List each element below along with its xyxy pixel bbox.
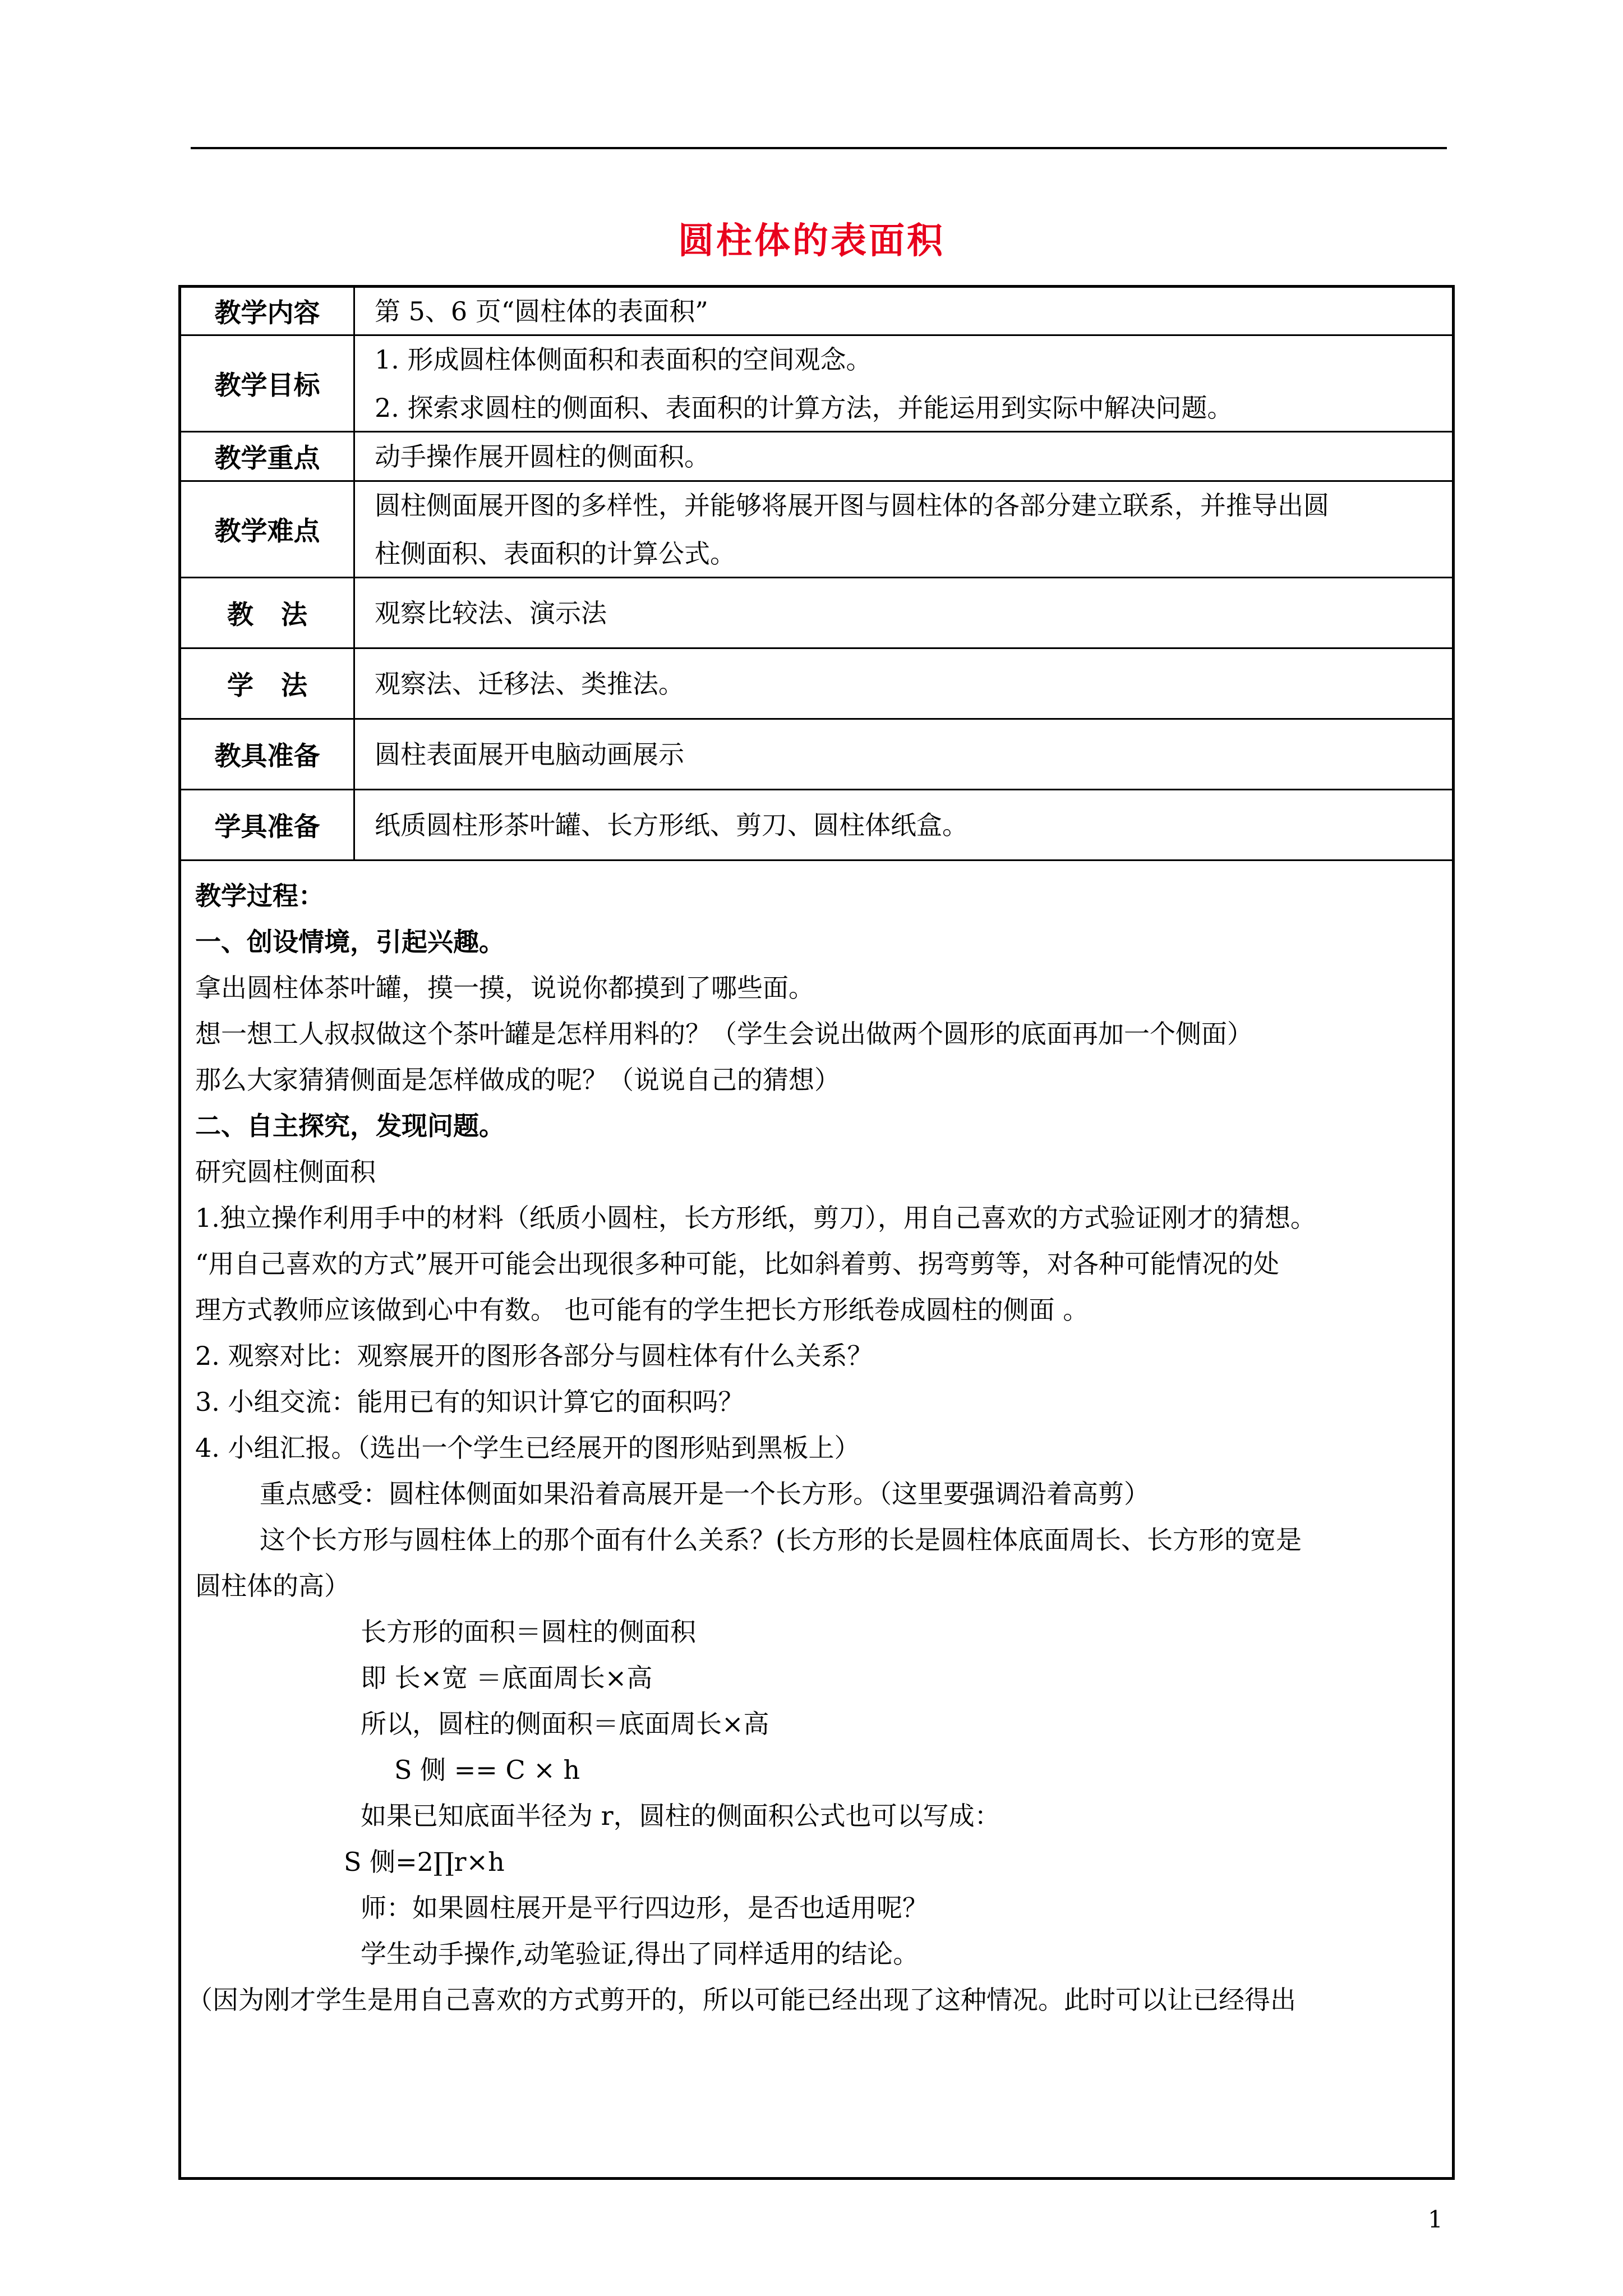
process-line: “用自己喜欢的方式”展开可能会出现很多种可能，比如斜着剪、拐弯剪等，对各种可能情况的处 xyxy=(195,1249,1280,1279)
formula-line: 所以，圆柱的侧面积＝底面周长×高 xyxy=(361,1709,769,1739)
process-line: 3. 小组交流：能用已有的知识计算它的面积吗？ xyxy=(195,1387,744,1417)
row-text: 第 5、6 页“圆柱体的表面积” xyxy=(375,296,708,326)
formula-line: S 侧 == C × h xyxy=(394,1755,580,1785)
row-label: 教学内容 xyxy=(181,288,355,334)
process-line: 重点感受：圆柱体侧面如果沿着高展开是一个长方形。（这里要强调沿着高剪） xyxy=(260,1479,1150,1509)
row-label: 学具准备 xyxy=(181,790,355,859)
formula-line: S 侧=2∏r×h xyxy=(344,1847,505,1877)
process-line: 师：如果圆柱展开是平行四边形，是否也适用呢？ xyxy=(361,1893,928,1923)
process-line: 圆柱体的高） xyxy=(195,1571,350,1601)
row-label: 教学目标 xyxy=(181,336,355,431)
row-text: 动手操作展开圆柱的侧面积。 xyxy=(375,441,710,472)
row-text: 观察比较法、演示法 xyxy=(375,597,607,628)
page-number: 1 xyxy=(1428,2206,1443,2233)
row-label: 教学难点 xyxy=(181,482,355,577)
process-line: 想一想工人叔叔做这个茶叶罐是怎样用料的？（学生会说出做两个圆形的底面再加一个侧面） xyxy=(195,1019,1253,1049)
teaching-process-section xyxy=(181,861,1452,2177)
row-text: 柱侧面积、表面积的计算公式。 xyxy=(375,538,736,569)
row-teaching-aids xyxy=(181,720,1452,790)
row-learning-aids xyxy=(181,790,1452,861)
process-line: 研究圆柱侧面积 xyxy=(195,1157,376,1187)
row-text: 圆柱侧面展开图的多样性，并能够将展开图与圆柱体的各部分建立联系，并推导出圆 xyxy=(375,490,1329,521)
row-label: 教具准备 xyxy=(181,720,355,789)
row-text: 1. 形成圆柱体侧面积和表面积的空间观念。 xyxy=(375,344,872,375)
row-content xyxy=(181,288,1452,336)
section-heading: 一、创设情境，引起兴趣。 xyxy=(195,927,505,957)
process-line: 4. 小组汇报。（选出一个学生已经展开的图形贴到黑板上） xyxy=(195,1433,860,1463)
process-line: 1.独立操作利用手中的材料（纸质小圆柱，长方形纸，剪刀），用自己喜欢的方式验证刚才的猜想。 xyxy=(195,1203,1316,1233)
row-label: 学 法 xyxy=(181,649,355,718)
process-line: 那么大家猜猜侧面是怎样做成的呢？（说说自己的猜想） xyxy=(195,1065,840,1095)
row-text: 观察法、迁移法、类推法。 xyxy=(375,668,684,699)
process-line: 理方式教师应该做到心中有数。 也可能有的学生把长方形纸卷成圆柱的侧面 。 xyxy=(195,1295,1089,1325)
row-key-point xyxy=(181,432,1452,482)
process-heading: 教学过程： xyxy=(195,881,324,911)
row-teaching-method xyxy=(181,578,1452,649)
row-objectives xyxy=(181,336,1452,432)
process-line: （因为刚才学生是用自己喜欢的方式剪开的，所以可能已经出现了这种情况。此时可以让已经得出 xyxy=(187,1985,1296,2015)
row-difficulty xyxy=(181,482,1452,578)
row-learning-method xyxy=(181,649,1452,720)
formula-line: 长方形的面积＝圆柱的侧面积 xyxy=(361,1617,696,1647)
row-label: 教 法 xyxy=(181,578,355,647)
header-rule xyxy=(191,147,1447,149)
document-title: 圆柱体的表面积 xyxy=(678,220,945,262)
formula-line: 即 长×宽 ＝底面周长×高 xyxy=(361,1663,653,1693)
row-text: 纸质圆柱形茶叶罐、长方形纸、剪刀、圆柱体纸盒。 xyxy=(375,809,968,840)
process-line: 学生动手操作,动笔验证,得出了同样适用的结论。 xyxy=(361,1939,919,1969)
process-line: 如果已知底面半径为 r，圆柱的侧面积公式也可以写成： xyxy=(361,1801,1000,1831)
row-text: 圆柱表面展开电脑动画展示 xyxy=(375,739,684,770)
process-line: 这个长方形与圆柱体上的那个面有什么关系？(长方形的长是圆柱体底面周长、长方形的宽是 xyxy=(260,1525,1302,1555)
process-line: 拿出圆柱体茶叶罐，摸一摸，说说你都摸到了哪些面。 xyxy=(195,973,814,1003)
row-text: 2. 探索求圆柱的侧面积、表面积的计算方法，并能运用到实际中解决问题。 xyxy=(375,392,1233,423)
row-label: 教学重点 xyxy=(181,432,355,480)
section-heading: 二、自主探究，发现问题。 xyxy=(195,1111,505,1141)
lesson-plan-table xyxy=(178,285,1455,2180)
process-line: 2. 观察对比：观察展开的图形各部分与圆柱体有什么关系？ xyxy=(195,1341,873,1371)
